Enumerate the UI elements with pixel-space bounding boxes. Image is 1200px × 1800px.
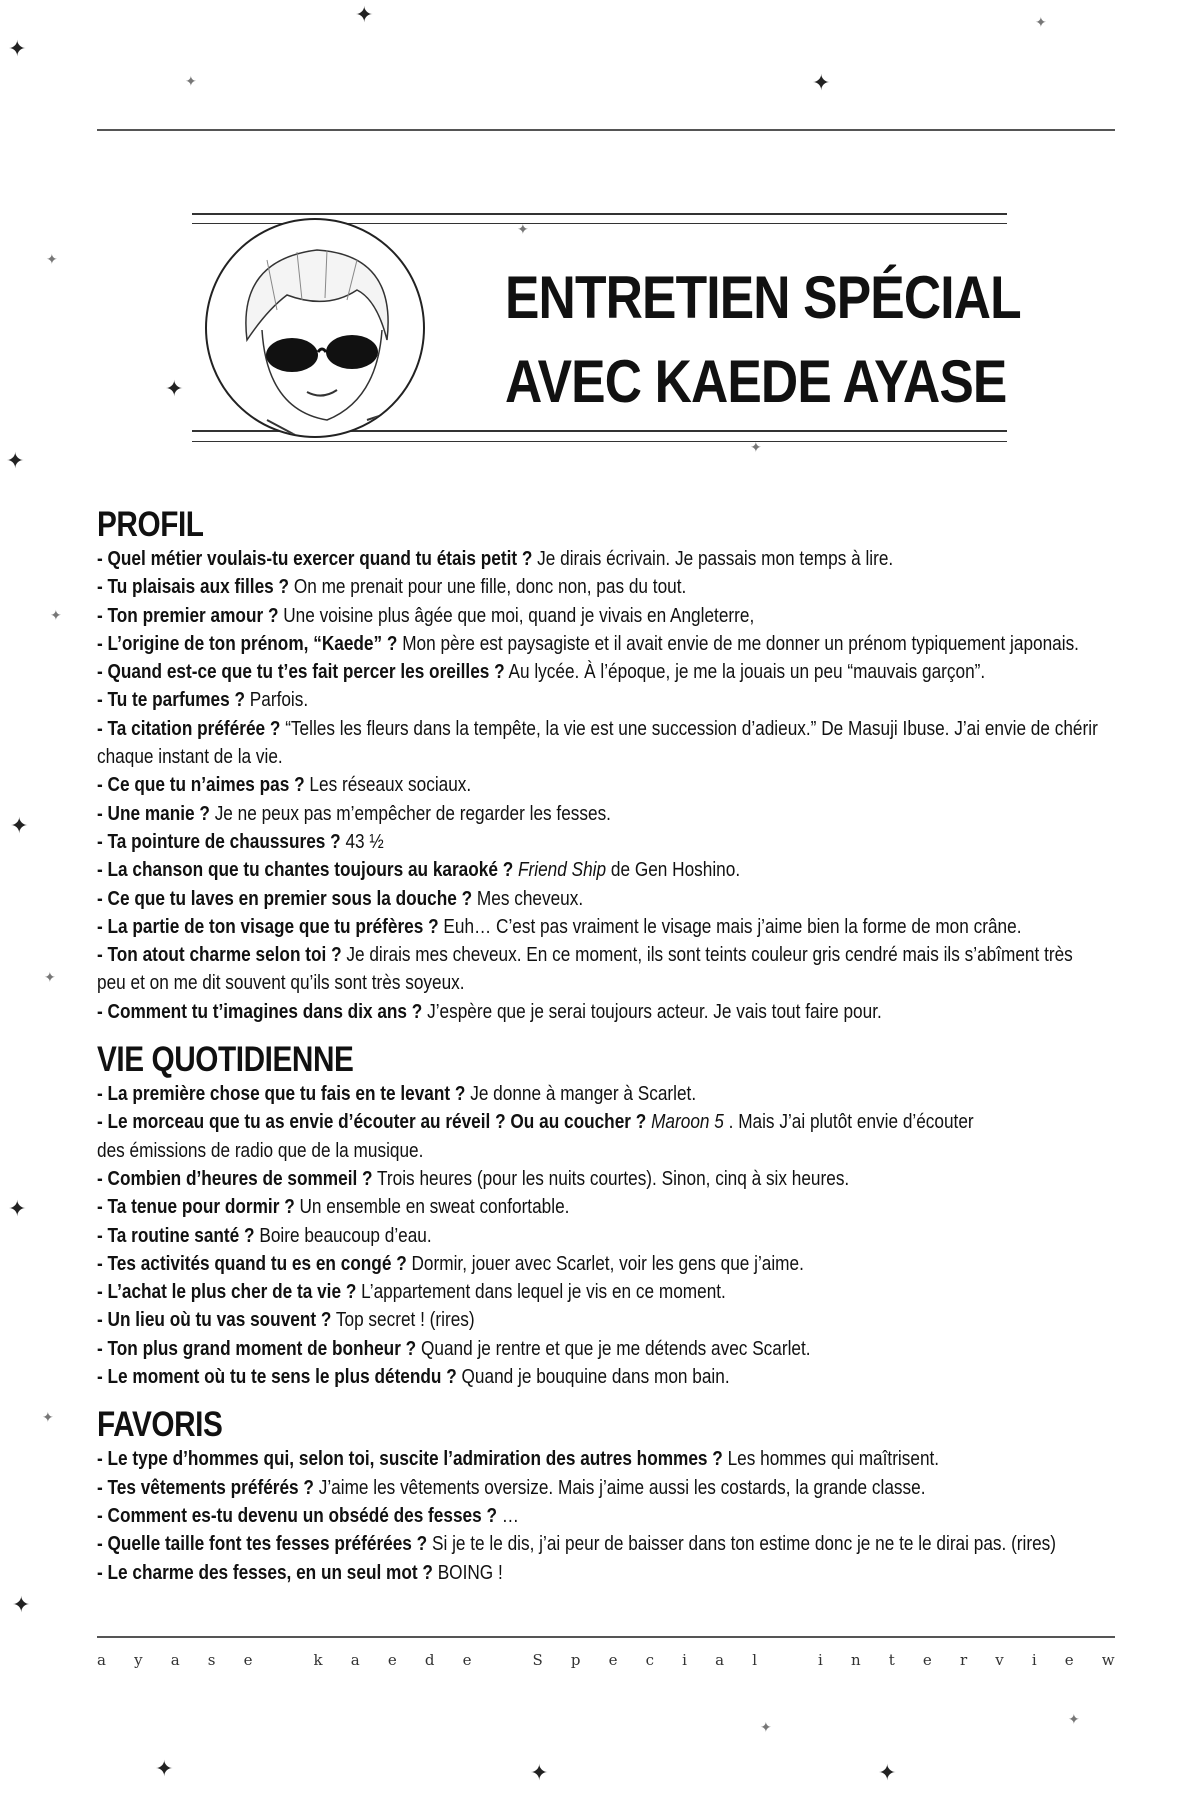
question: - Le morceau que tu as envie d’écouter au réveil ? Ou au coucher ? [97, 1110, 647, 1134]
portrait-avatar [205, 218, 425, 438]
question: - Un lieu où tu vas souvent ? [97, 1308, 332, 1332]
qa-item [97, 1335, 971, 1363]
answer: Trois heures (pour les nuits courtes). Sinon, cinq à six heures. [372, 1166, 850, 1190]
question: - L’achat le plus cher de ta vie ? [97, 1280, 357, 1304]
header-decor-line [192, 441, 1007, 442]
footer-letter: r [959, 1651, 968, 1669]
footer-letter: v [995, 1651, 1004, 1669]
answer: Les réseaux sociaux. [304, 773, 472, 797]
answer: Je dirais mes cheveux. En ce moment, ils sont teints couleur gris cendré mais ils s’abîment très [341, 943, 1073, 967]
qa-item [97, 913, 1022, 941]
answer: Si je te le dis, j’ai peur de baisser dans ton estime donc je ne te le dirai pas. (rires) [427, 1532, 1057, 1556]
question: - Le charme des fesses, en un seul mot ? [97, 1560, 433, 1584]
sparkle-icon: ✦ [42, 1409, 54, 1425]
question: - Quelle taille font tes fesses préférées ? [97, 1532, 428, 1556]
bottom-rule [97, 1636, 1115, 1638]
footer-letter: e [243, 1651, 253, 1669]
sparkle-icon: ✦ [530, 1760, 549, 1785]
qa-item [97, 686, 971, 714]
footer-letter: i [682, 1651, 687, 1669]
qa-item [97, 800, 971, 828]
qa-item [97, 630, 1079, 658]
answer: “Telles les fleurs dans la tempête, la vie est une succession d’adieux.” De Masuji Ibuse. J’ai envie de chérir [280, 716, 1098, 740]
question: - Ton atout charme selon toi ? [97, 943, 342, 967]
footer-letter: S [532, 1651, 543, 1669]
question: - Ce que tu laves en premier sous la douche ? [97, 886, 473, 910]
answer: Au lycée. À l’époque, je me la jouais un peu “mauvais garçon”. [504, 660, 986, 684]
qa-item [97, 658, 986, 686]
question: - Tu te parfumes ? [97, 688, 245, 712]
qa-item [97, 573, 971, 601]
answer: Quand je bouquine dans mon bain. [456, 1365, 730, 1389]
sparkle-icon: ✦ [185, 73, 197, 89]
sparkle-icon: ✦ [812, 70, 831, 95]
footer-letter: a [97, 1651, 106, 1669]
qa-item [97, 715, 1098, 743]
sparkle-icon: ✦ [6, 448, 25, 473]
footer-letter: d [424, 1651, 435, 1669]
qa-item [97, 1193, 971, 1221]
sparkle-icon: ✦ [46, 251, 58, 267]
qa-item [97, 1278, 971, 1306]
footer-letter [785, 1651, 790, 1669]
qa-item [97, 1559, 971, 1587]
footer-letter: y [134, 1651, 143, 1669]
question: - Tu plaisais aux filles ? [97, 575, 290, 599]
answer: Je ne peux pas m’empêcher de regarder les fesses. [209, 801, 611, 825]
question: - Comment tu t’imagines dans dix ans ? [97, 999, 423, 1023]
footer-letter: i [1031, 1651, 1037, 1669]
answer: Boire beaucoup d’eau. [254, 1223, 432, 1247]
sparkle-icon: ✦ [517, 221, 529, 237]
qa-item [97, 1530, 1057, 1558]
footer-letter: e [462, 1651, 472, 1669]
answer: Un ensemble en sweat confortable. [294, 1195, 570, 1219]
question: - Quand est-ce que tu t’es fait percer les oreilles ? [97, 660, 505, 684]
question: - Ta routine santé ? [97, 1223, 255, 1247]
sparkle-icon: ✦ [155, 1756, 174, 1781]
qa-item [97, 998, 971, 1026]
qa-item [97, 1250, 971, 1278]
question: - Tes activités quand tu es en congé ? [97, 1251, 407, 1275]
answer-title: Friend Ship [518, 858, 607, 882]
footer-letter: k [313, 1651, 323, 1669]
qa-item [97, 771, 971, 799]
answer: J’aime les vêtements oversize. Mais j’aime aussi les costards, la grande classe. [313, 1475, 926, 1499]
footer-letter: n [850, 1651, 861, 1669]
answer: Parfois. [244, 688, 309, 712]
section-heading: PROFIL [97, 505, 204, 544]
qa-item [97, 941, 1073, 969]
qa-item [97, 856, 971, 884]
question: - Ton plus grand moment de bonheur ? [97, 1336, 417, 1360]
answer-continuation: des émissions de radio que de la musique. [97, 1138, 424, 1162]
qa-item [97, 1108, 974, 1136]
qa-item [97, 1222, 971, 1250]
qa-item [97, 885, 971, 913]
question: - Tes vêtements préférés ? [97, 1475, 314, 1499]
qa-item [97, 1165, 971, 1193]
qa-item [97, 602, 971, 630]
interview-body [97, 505, 1137, 1587]
answer-continuation: chaque instant de la vie. [97, 745, 283, 769]
answer: J’espère que je serai toujours acteur. Je vais tout faire pour. [422, 999, 882, 1023]
footer-letter: c [645, 1651, 655, 1669]
footer-caption [97, 1651, 1115, 1669]
footer-letter: p [570, 1651, 581, 1669]
qa-item [97, 1474, 971, 1502]
question: - La chanson que tu chantes toujours au karaoké ? [97, 858, 514, 882]
sparkle-icon: ✦ [165, 376, 184, 401]
section-gap [97, 1391, 1137, 1405]
answer: Je donne à manger à Scarlet. [465, 1082, 697, 1106]
footer-letter: e [608, 1651, 618, 1669]
question: - Ta citation préférée ? [97, 716, 281, 740]
answer: Dormir, jouer avec Scarlet, voir les gens que j’aime. [406, 1251, 804, 1275]
footer-letter: w [1101, 1651, 1115, 1669]
page-title-line2: AVEC KAEDE AYASE [505, 348, 1007, 415]
question: - Combien d’heures de sommeil ? [97, 1166, 373, 1190]
answer-continuation: peu et on me dit souvent qu’ils sont très soyeux. [97, 971, 465, 995]
qa-item [97, 1080, 971, 1108]
sparkle-icon: ✦ [760, 1719, 772, 1735]
sparkle-icon: ✦ [355, 2, 374, 27]
sparkle-icon: ✦ [8, 36, 27, 61]
footer-letter: e [1064, 1651, 1074, 1669]
sparkle-icon: ✦ [12, 1592, 31, 1617]
top-rule [97, 129, 1115, 131]
footer-letter: a [715, 1651, 725, 1669]
question: - Ta tenue pour dormir ? [97, 1195, 295, 1219]
sparkle-icon: ✦ [1035, 14, 1047, 30]
header-decor-line [192, 213, 1007, 215]
footer-letter: a [350, 1651, 360, 1669]
section-gap [97, 1026, 1137, 1040]
question: - Une manie ? [97, 801, 210, 825]
qa-item [97, 1502, 971, 1530]
answer: … [496, 1503, 519, 1527]
question: - La première chose que tu fais en te levant ? [97, 1082, 466, 1106]
footer-letter: t [888, 1651, 895, 1669]
page-title-line1: ENTRETIEN SPÉCIAL [505, 264, 1021, 331]
section-heading: VIE QUOTIDIENNE [97, 1040, 354, 1080]
qa-item [97, 1445, 971, 1473]
answer: Les hommes qui maîtrisent. [722, 1447, 940, 1471]
sparkle-icon: ✦ [8, 1196, 27, 1221]
answer: On me prenait pour une fille, donc non, pas du tout. [289, 575, 687, 599]
question: - Ce que tu n’aimes pas ? [97, 773, 305, 797]
footer-letter: e [387, 1651, 397, 1669]
section-heading: FAVORIS [97, 1405, 223, 1445]
footer-letter [281, 1651, 286, 1669]
answer: 43 ½ [340, 829, 384, 853]
sparkle-icon: ✦ [10, 813, 29, 838]
qa-item [97, 545, 971, 573]
footer-letter: a [170, 1651, 180, 1669]
footer-letter: l [752, 1651, 757, 1669]
answer: L’appartement dans lequel je vis en ce moment. [356, 1280, 726, 1304]
answer: Je dirais écrivain. Je passais mon temps à lire. [532, 547, 894, 570]
qa-item [97, 1306, 971, 1334]
answer: Euh… C’est pas vraiment le visage mais j’aime bien la forme de mon crâne. [438, 914, 1022, 938]
footer-letter: e [922, 1651, 932, 1669]
answer-title: Maroon 5 [651, 1110, 724, 1134]
answer: Top secret ! (rires) [331, 1308, 475, 1332]
sparkle-icon: ✦ [750, 439, 762, 455]
footer-letter: s [207, 1651, 216, 1669]
answer-rest: . Mais J’ai plutôt envie d’écouter [723, 1110, 974, 1134]
answer: Mes cheveux. [472, 886, 584, 910]
question: - Ton premier amour ? [97, 603, 279, 627]
sparkle-icon: ✦ [50, 607, 62, 623]
answer: Mon père est paysagiste et il avait envie de me donner un prénom typiquement japonais. [397, 631, 1079, 655]
question: - Le moment où tu te sens le plus détendu ? [97, 1365, 457, 1389]
question: - Le type d’hommes qui, selon toi, suscite l’admiration des autres hommes ? [97, 1447, 723, 1471]
question: - La partie de ton visage que tu préfères ? [97, 914, 439, 938]
footer-letter: i [818, 1651, 823, 1669]
answer: BOING ! [432, 1560, 503, 1584]
answer: Une voisine plus âgée que moi, quand je vivais en Angleterre, [278, 603, 755, 627]
answer-rest: de Gen Hoshino. [606, 858, 741, 882]
question: - Ta pointure de chaussures ? [97, 829, 341, 853]
answer: Quand je rentre et que je me détends avec Scarlet. [416, 1336, 811, 1360]
question: - Quel métier voulais-tu exercer quand tu étais petit ? [97, 547, 533, 570]
question: - Comment es-tu devenu un obsédé des fesses ? [97, 1503, 497, 1527]
sparkle-icon: ✦ [44, 969, 56, 985]
sparkle-icon: ✦ [1068, 1711, 1080, 1727]
sparkle-icon: ✦ [878, 1760, 897, 1785]
qa-item [97, 1363, 971, 1391]
question: - L’origine de ton prénom, “Kaede” ? [97, 631, 398, 655]
footer-letter [500, 1651, 505, 1669]
qa-item [97, 828, 971, 856]
